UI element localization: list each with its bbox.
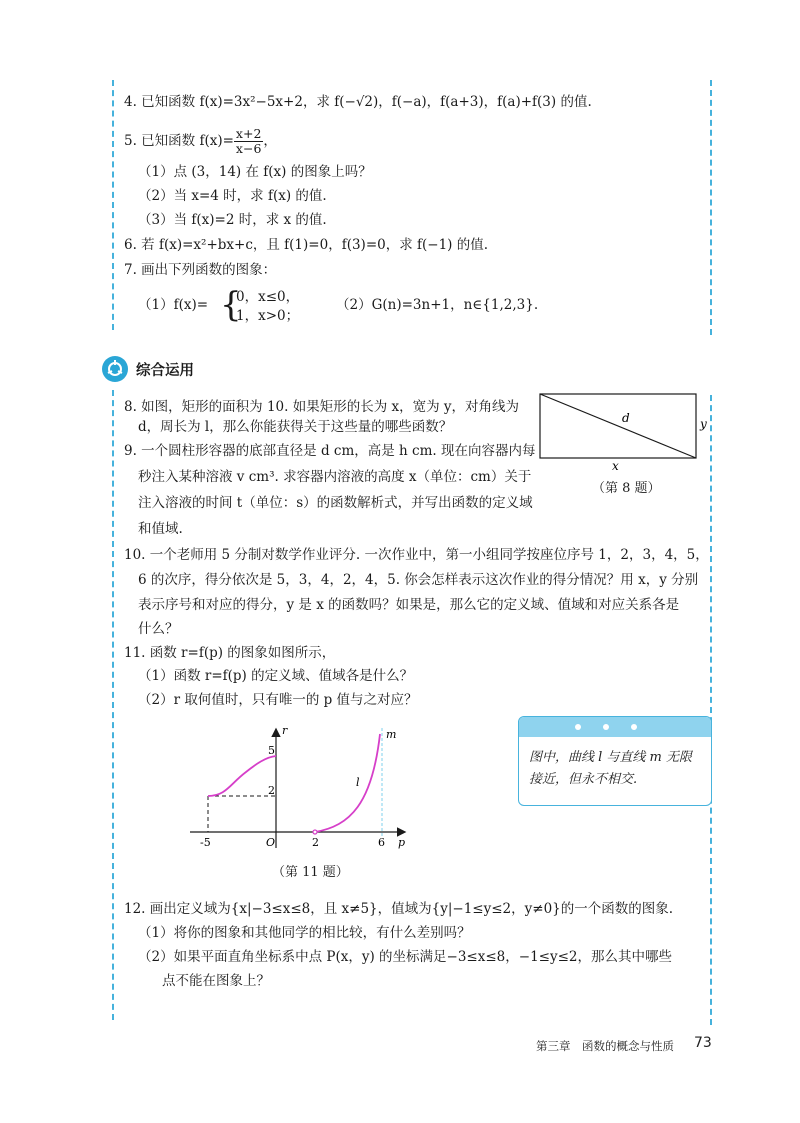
exercise-9-line-2: 秒注入某种溶液 v cm³. 求容器内溶液的高度 x（单位：cm）关于 (138, 469, 532, 485)
exercise-12: 12. 画出定义域为{x|−3≤x≤8，且 x≠5}，值域为{y|−1≤y≤2，y≠0}的一个函数的图象. (124, 901, 674, 917)
exercise-7: 7. 画出下列函数的图象： (124, 262, 277, 278)
figure-8-caption: （第 8 题） (592, 481, 661, 496)
fraction-denominator: x−6 (235, 141, 262, 156)
exercise-5-part-3: （3）当 f(x)=2 时，求 x 的值. (138, 212, 327, 228)
tick-neg5: -5 (200, 836, 211, 849)
label-x: x (612, 459, 619, 473)
curve-l (315, 734, 380, 832)
exercise-8-line-1: 8. 如图，矩形的面积为 10. 如果矩形的长为 x，宽为 y，对角线为 (124, 399, 520, 415)
note-header-bar (519, 717, 711, 737)
label-d: d (622, 411, 630, 425)
axis-r-label: r (282, 724, 288, 737)
exercise-5-suffix: ， (263, 133, 277, 149)
exercise-10-line-1: 10. 一个老师用 5 分制对数学作业评分. 一次作业中，第一小组同学按座位序号 1，2，3，4，5， (124, 547, 709, 563)
figure-11-graph (190, 724, 420, 854)
section-header (102, 356, 194, 382)
piecewise-brace: { (220, 285, 242, 325)
exercise-7-part-1 (138, 296, 208, 314)
chapter-footer: 第三章 函数的概念与性质 (536, 1039, 674, 1053)
diagonal (540, 394, 696, 458)
exercise-11: 11. 函数 r=f(p) 的图象如图所示， (124, 645, 336, 661)
origin-label: O (266, 836, 276, 849)
exercise-12-part-2-line-1: （2）如果平面直角坐标系中点 P(x，y) 的坐标满足−3≤x≤8，−1≤y≤2，那么其中哪些 (138, 949, 672, 965)
exercise-10-line-3: 表示序号和对应的得分，y 是 x 的函数吗？如果是，那么它的定义域、值域和对应关系各是 (138, 597, 680, 613)
exercise-11-part-1: （1）函数 r=f(p) 的定义域、值域各是什么？ (138, 668, 414, 684)
exercise-11-part-2: （2）r 取何值时，只有唯一的 p 值与之对应？ (138, 692, 418, 708)
tick-2-p: 2 (312, 836, 319, 849)
label-m: m (386, 728, 397, 741)
exercise-10-line-2: 6 的次序，得分依次是 5，3，4，2，4，5. 你会怎样表示这次作业的得分情况？用 x，y 分别 (138, 572, 699, 588)
figure-11-caption: （第 11 题） (272, 865, 349, 880)
margin-dash-right (710, 80, 712, 335)
exercise-9-line-3: 注入溶液的时间 t（单位：s）的函数解析式，并写出函数的定义域 (138, 495, 533, 511)
margin-dash-left (112, 80, 114, 330)
curve-left (208, 756, 276, 796)
exercise-4: 4. 已知函数 f(x)=3x²−5x+2，求 f(−√2)，f(−a)，f(a+3)，f(a)+f(3) 的值. (124, 94, 592, 110)
exercise-5-prefix: 5. 已知函数 f(x)= (124, 133, 234, 149)
exercise-5-part-1: （1）点 (3，14) 在 f(x) 的图象上吗？ (138, 164, 372, 180)
exercise-5-part-2: （2）当 x=4 时，求 f(x) 的值. (138, 188, 327, 204)
page-number: 73 (694, 1035, 712, 1051)
exercise-5-fraction (234, 127, 263, 156)
open-point (313, 830, 317, 834)
exercise-7-part-2: （2）G(n)=3n+1，n∈{1,2,3}. (336, 297, 539, 313)
piecewise-case-1: 0，x≤0， (236, 289, 300, 305)
tick-5: 5 (268, 744, 275, 757)
note-dot (575, 724, 581, 730)
tick-6: 6 (378, 836, 385, 849)
exercise-12-part-2-line-2: 点不能在图象上？ (162, 973, 270, 989)
exercise-12-part-1: （1）将你的图象和其他同学的相比较，有什么差别吗？ (138, 925, 471, 941)
label-y: y (700, 417, 707, 431)
section-title: 综合运用 (136, 362, 194, 379)
exercise-5 (124, 127, 277, 156)
fraction-numerator: x+2 (235, 126, 262, 141)
piecewise-prefix: （1）f(x)= (138, 297, 209, 313)
exercise-6: 6. 若 f(x)=x²+bx+c，且 f(1)=0，f(3)=0，求 f(−1) 的值. (124, 237, 489, 253)
section-icon (102, 356, 128, 382)
exercise-9-line-4: 和值域. (138, 521, 183, 537)
label-l: l (356, 776, 360, 789)
exercise-10-line-4: 什么？ (138, 621, 179, 637)
exercise-9-line-1: 9. 一个圆柱形容器的底部直径是 d cm，高是 h cm. 现在向容器内每 (124, 443, 536, 459)
note-text: 图中，曲线 l 与直线 m 无限接近，但永不相交. (529, 750, 693, 787)
margin-dash-left-2 (112, 390, 114, 1020)
note-box (518, 716, 712, 806)
exercise-8-line-2: d，周长为 l，那么你能获得关于这些量的哪些函数？ (138, 419, 453, 435)
tick-2: 2 (268, 784, 275, 797)
axis-p-label: p (398, 836, 406, 849)
note-dot (631, 724, 637, 730)
piecewise-case-2: 1，x>0； (236, 308, 300, 324)
note-dot (603, 724, 609, 730)
